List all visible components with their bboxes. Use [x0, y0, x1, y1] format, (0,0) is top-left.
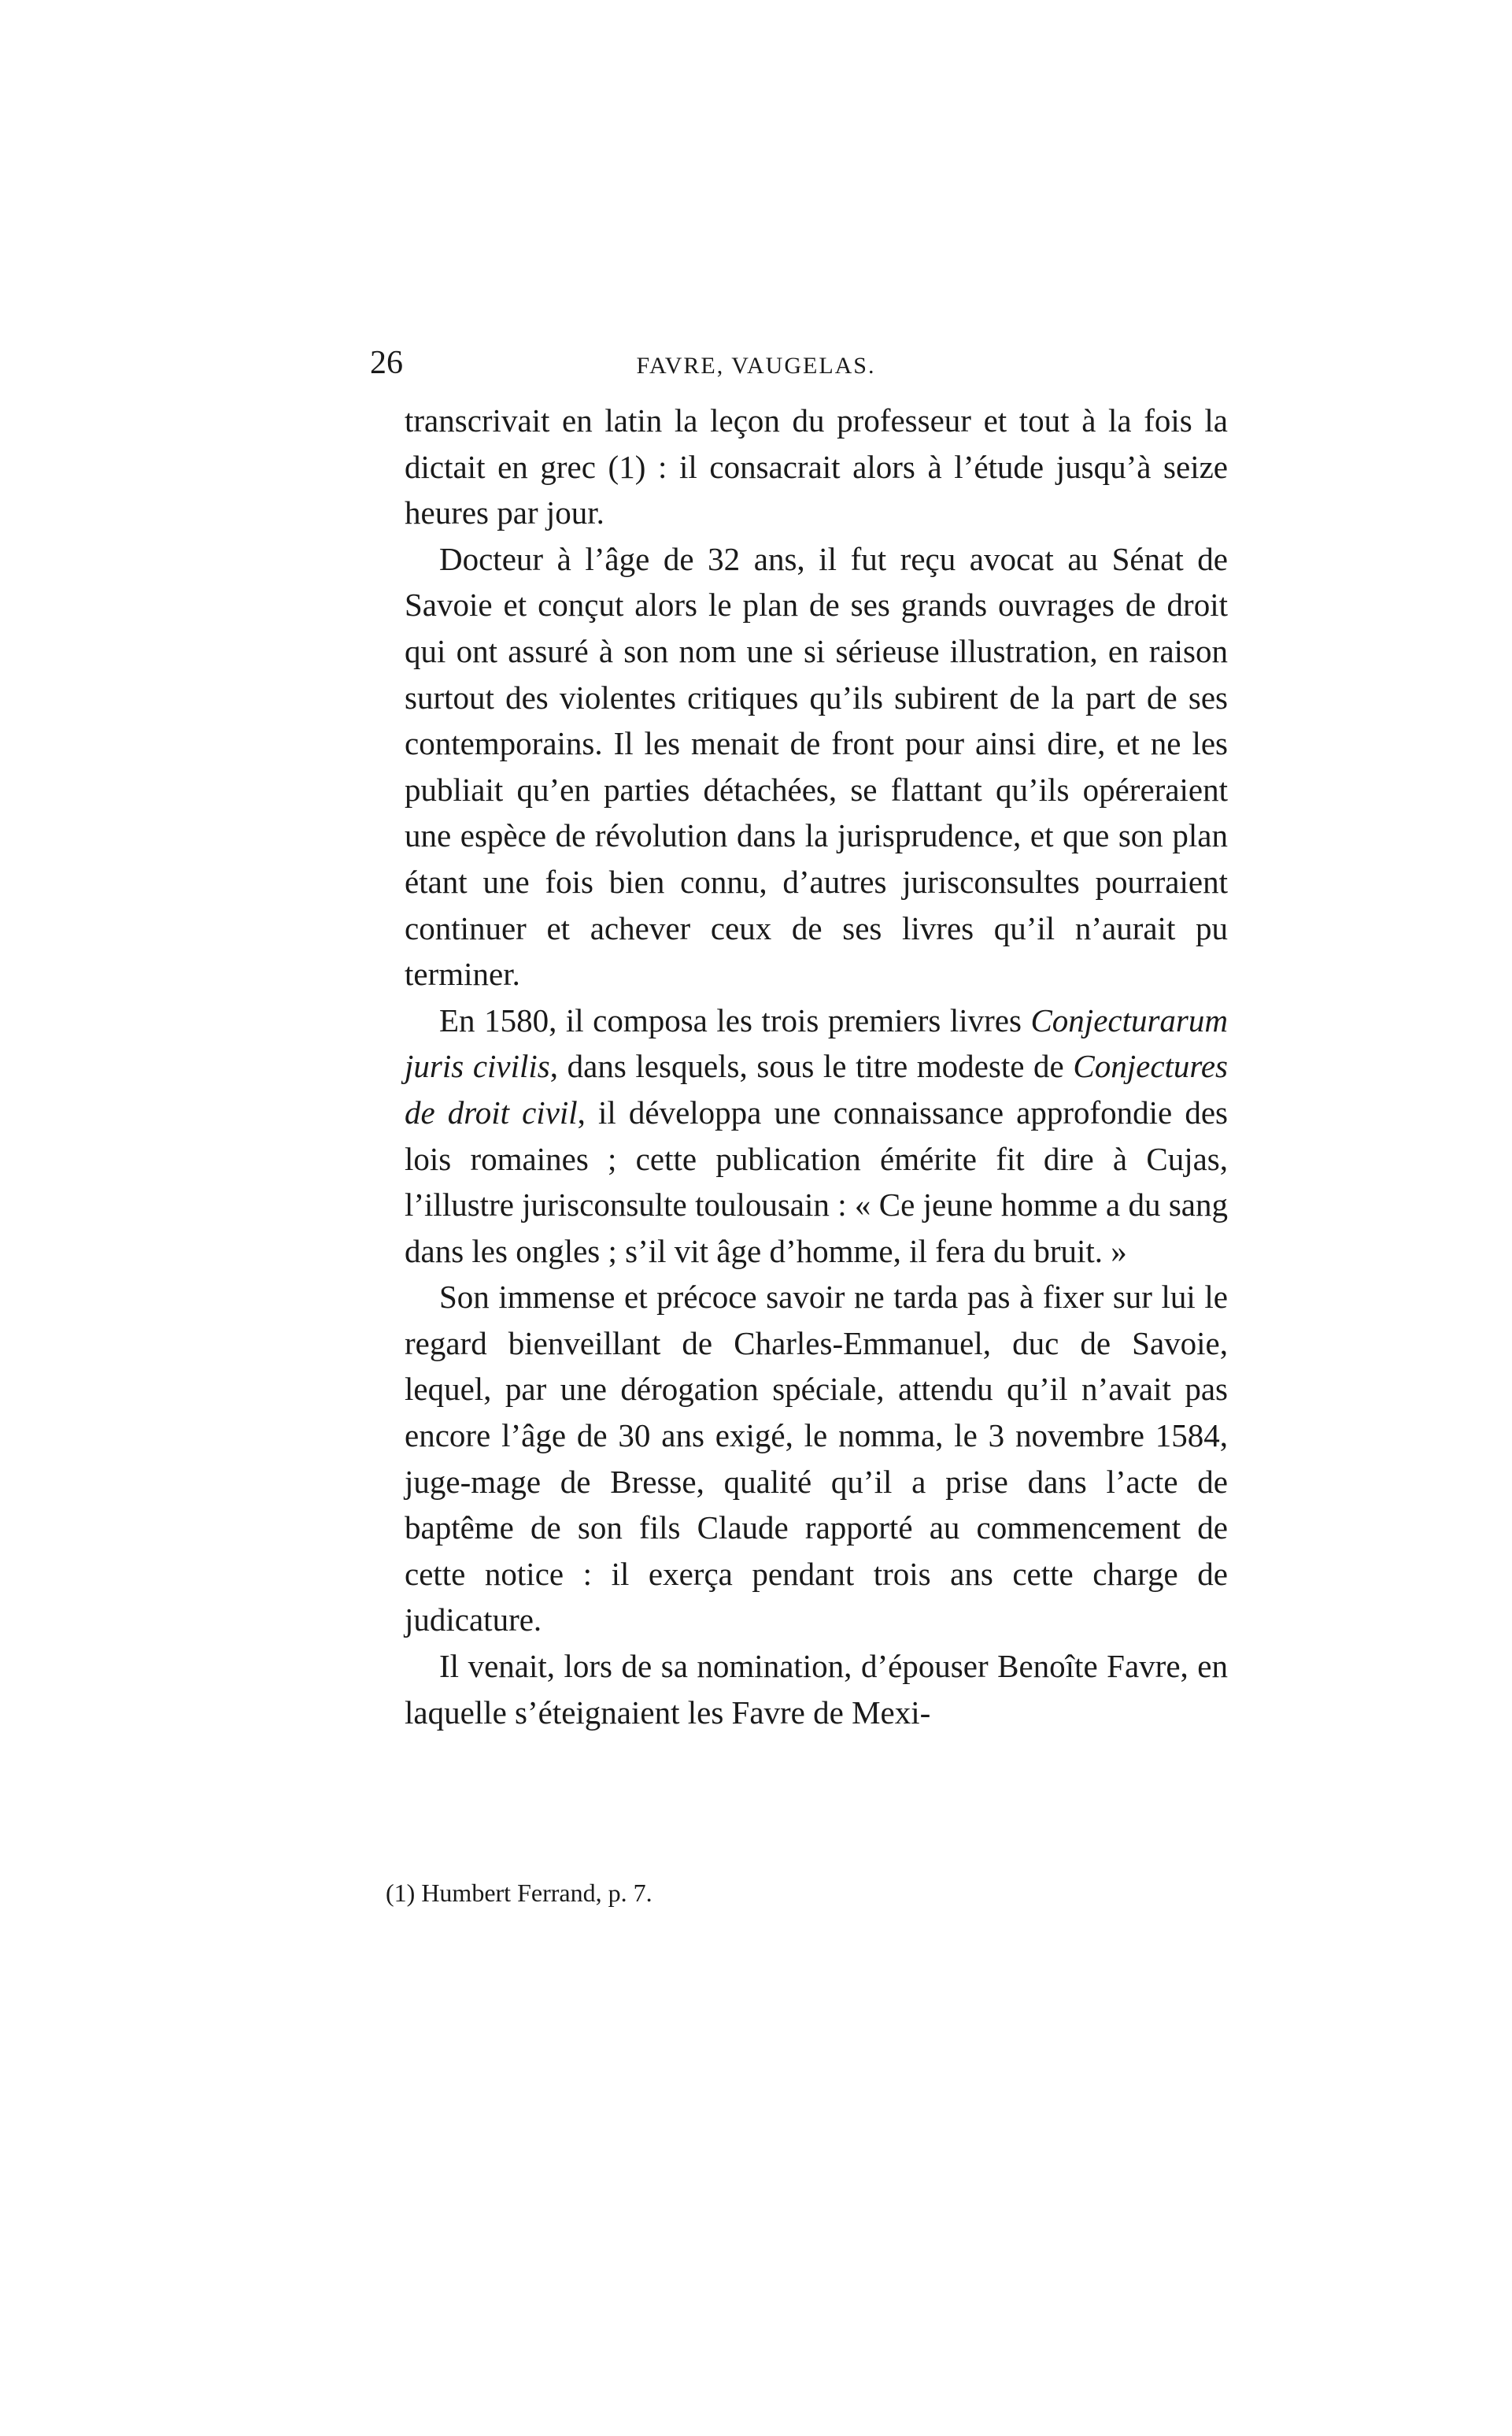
- title-conjecturarum: Conjecturarum juris civilis: [405, 1001, 1228, 1085]
- paragraph-4: Son immense et précoce savoir ne tarda pas à fixer sur lui le regard bienveillant de Charles-Emmanuel, duc de Savoie, lequel, par une dérogation spéciale, attendu qu’il n’avait pas encore l’âge de 30 ans exigé, le nomma, le 3 novembre 1584, juge-mage de Bresse, qualité qu’il a prise dans l’acte de baptême de son fils Claude rapporté au commencement de cette notice : il exerça pendant trois ans cette charge de judicature.: [405, 1279, 1228, 1638]
- paragraph-3-part-c: , dans lesquels, sous le titre modeste de: [549, 1048, 1074, 1085]
- paragraph-5: Il venait, lors de sa nomination, d’épouser Benoîte Favre, en laquelle s’éteignaient les Favre de Mexi-: [405, 1648, 1228, 1731]
- footnote: (1) Humbert Ferrand, p. 7.: [386, 1879, 652, 1907]
- paragraph-3: [405, 998, 1228, 1275]
- page-number: 26: [370, 345, 403, 381]
- title-conjectures: Conjectures de droit civil: [405, 1048, 1229, 1131]
- paragraph-2: Docteur à l’âge de 32 ans, il fut reçu avocat au Sénat de Savoie et conçut alors le plan de ses grands ouvrages de droit qui ont assuré à son nom une si sérieuse illustration, en raison surtout des violentes critiques qu’ils subirent de la part de ses contemporains. Il les menait de front pour ainsi dire, et ne les publiait qu’en parties détachées, se flattant qu’ils opéreraient une espèce de révolution dans la jurisprudence, et que son plan étant une fois bien connu, d’autres jurisconsultes pourraient continuer et achever ceux de ses livres qu’il n’aurait pu terminer.: [405, 540, 1228, 993]
- paragraph-3-part-e: , il développa une connaissance approfondie des lois romaines ; cette publication émérite fit dire à Cujas, l’illustre jurisconsulte toulousain : « Ce jeune homme a du sang dans les ongles ; s’il vit âge d’homme, il fera du bruit. »: [405, 1094, 1228, 1269]
- running-title: FAVRE, VAUGELAS.: [636, 353, 876, 379]
- paragraph-3-part-a: En 1580, il composa les trois premiers livres: [439, 1001, 1031, 1038]
- paragraph-1: transcrivait en latin la leçon du professeur et tout à la fois la dictait en grec (1) : il consacrait alors à l’étude jusqu’à seize heures par jour.: [405, 402, 1228, 531]
- main-text: [405, 398, 1228, 1735]
